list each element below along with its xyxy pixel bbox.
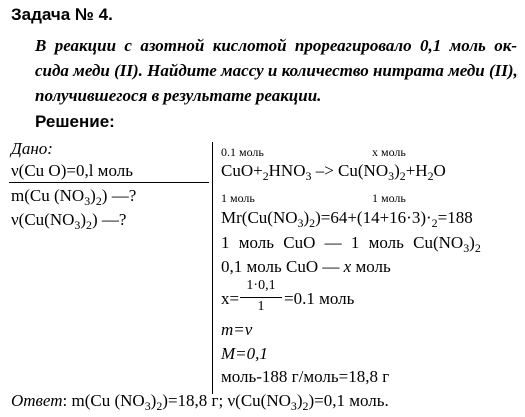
final-calculation: моль-188 г/моль=18,8 г [221, 367, 390, 386]
fraction-bar [240, 297, 282, 298]
x-equals: x= [221, 289, 240, 308]
proportion-line: 0,1 моль CuO — х моль [221, 257, 391, 276]
below-left-label: 1 моль [221, 191, 255, 205]
vertical-divider [212, 142, 213, 394]
solution-heading: Решение: [35, 112, 115, 131]
given-label: Дано: [11, 139, 53, 158]
above-left-label: 0.1 моль [221, 145, 264, 159]
ratio-line: 1 моль CuO — 1 моль $Cu(NO_3)_2$ [221, 233, 481, 256]
mass-formula: m=ν [221, 320, 253, 339]
molar-mass-factor: M=0,1 [221, 344, 268, 363]
reaction-equation: $CuO+_2HNO_3 -> Cu(NO_3)_2+H_2O$ [221, 161, 446, 184]
find-mass: m(Cu $(NO_3)_2$) —? [11, 186, 137, 209]
problem-title: Задача № 4. [11, 5, 113, 24]
x-result: =0.1 моль [284, 289, 355, 308]
fraction-denominator: 1 [257, 299, 265, 314]
given-divider [9, 182, 209, 183]
answer-line: Ответ: m(Cu $(NO_3)_2)=18,8$ г; $\nu(Cu(NO_3)_2)=0,1$ моль. [11, 391, 389, 414]
above-right-label: х моль [372, 145, 406, 159]
given-line-1: ν(Cu O)=0,l моль [11, 161, 133, 180]
problem-statement [35, 33, 517, 108]
problem-line-3: получившегося в результате реакции. [35, 86, 322, 105]
problem-line-2: сида меди (II). Найдите массу и количество нитрата меди (II), [35, 61, 518, 80]
fraction-numerator: 1·0,1 [246, 278, 276, 293]
find-amount: $\nu(Cu(NO_3)_2)$ —? [11, 210, 127, 233]
below-right-label: 1 моль [372, 191, 406, 205]
problem-line-1: В реакции с азотной кислотой прореагировало 0,1 моль ок- [35, 36, 517, 55]
molar-mass-line: $Mr(Cu(NO_3)_2)=64+(14+16\cdot 3)\cdot_2=188$ [221, 208, 473, 231]
